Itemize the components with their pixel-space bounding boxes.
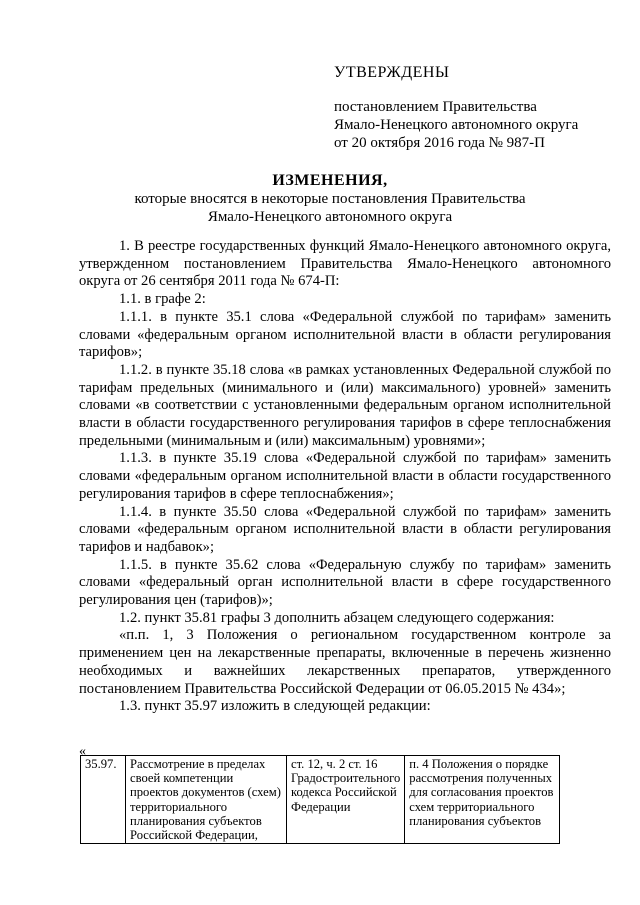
paragraph: 1.1.1. в пункте 35.1 слова «Федеральной службой по тарифам» заменить словами «федеральным органом исполнительной власти в области регулирования тарифов»;: [79, 308, 611, 361]
paragraph: 1.1.2. в пункте 35.18 слова «в рамках установленных Федеральной службой по тарифам предельных (минимального и (или) максимального) уровней» заменить словами «в соответствии с установленными федеральным органом исполнительной власти в области государственного регулирования тарифов в сфере теплоснабжения предельными (минимальным и (или) максимальным) уровнями»;: [79, 361, 611, 449]
document-heading: [60, 172, 600, 226]
approval-block: [334, 64, 624, 152]
approval-line: постановлением Правительства: [334, 99, 537, 115]
paragraph: 1.1.4. в пункте 35.50 слова «Федеральной службой по тарифам» заменить словами «федеральным органом исполнительной власти в области регулирования тарифов и надбавок»;: [79, 503, 611, 555]
paragraph: 1.3. пункт 35.97 изложить в следующей редакции:: [119, 698, 431, 715]
document-body: [79, 238, 611, 716]
paragraph: 1.1.5. в пункте 35.62 слова «Федеральную службу по тарифам» заменить словами «федеральный орган исполнительной власти в сфере государственного регулирования цен (тарифов)»;: [79, 556, 611, 609]
document-subtitle-line: Ямало-Ненецкого автономного округа: [207, 209, 453, 225]
document-subtitle-line: которые вносятся в некоторые постановления Правительства: [134, 191, 526, 207]
paragraph: 1.1.3. в пункте 35.19 слова «Федеральной службой по тарифам» заменить словами «федеральным органом исполнительной власти в области государственного регулирования тарифов в сфере теплоснабжения»;: [79, 450, 611, 502]
table-cell-description: Рассмотрение в пределах своей компетенции проектов документов (схем) территориального планирования субъектов Российской Федерации,: [126, 756, 287, 844]
table-cell-number: 35.97.: [81, 756, 126, 844]
approval-line: от 20 октября 2016 года № 987-П: [334, 135, 546, 151]
approval-line: Ямало-Ненецкого автономного округа: [334, 117, 579, 133]
paragraph: 1.1. в графе 2:: [119, 291, 206, 308]
table-cell-legal-basis: ст. 12, ч. 2 ст. 16 Градостроительного кодекса Российской Федерации: [287, 756, 405, 844]
approved-label: УТВЕРЖДЕНЫ: [334, 64, 450, 81]
table-row: [81, 756, 560, 844]
functions-table: [80, 755, 560, 844]
paragraph: «п.п. 1, 3 Положения о региональном государственном контроле за применением цен на лекарственные препараты, включенные в перечень жизненно необходимых и важнейших лекарственных препаратов, утвержденного постановлением Правительства Российской Федерации от 06.05.2015 № 434»;: [79, 627, 611, 697]
paragraph: 1. В реестре государственных функций Ямало-Ненецкого автономного округа, утвержденном постановлением Правительства Ямало-Ненецкого автономного округа от 26 сентября 2011 года № 674-П:: [79, 238, 611, 290]
table-cell-regulation: п. 4 Положения о порядке рассмотрения полученных для согласования проектов схем территориального планирования субъектов: [405, 756, 560, 844]
paragraph: 1.2. пункт 35.81 графы 3 дополнить абзацем следующего содержания:: [119, 609, 555, 626]
quote-mark: «: [79, 744, 86, 759]
document-title: ИЗМЕНЕНИЯ,: [272, 172, 388, 189]
